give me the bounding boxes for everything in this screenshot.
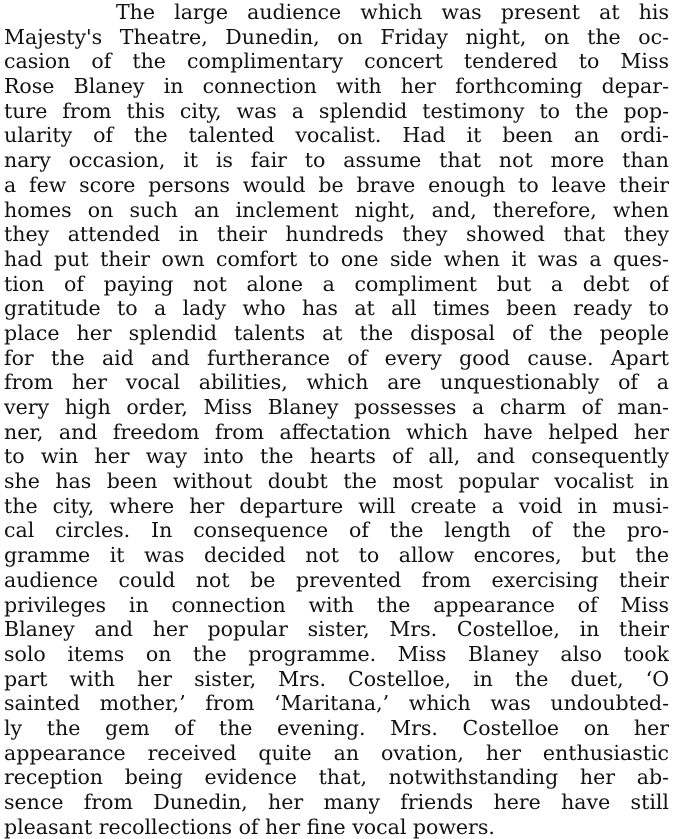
article-body bbox=[4, 0, 669, 839]
article-line: cal circles. In consequence of the length of the pro- bbox=[4, 518, 669, 543]
article-line: place her splendid talents at the disposal of the people bbox=[4, 320, 669, 345]
article-line: had put their own comfort to one side when it was a ques- bbox=[4, 246, 669, 271]
article-line: ularity of the talented vocalist. Had it been an ordi- bbox=[4, 123, 669, 148]
article-line: solo items on the programme. Miss Blaney also took bbox=[4, 641, 669, 666]
article-line: sainted mother,’ from ‘Maritana,’ which was undoubted- bbox=[4, 691, 669, 716]
article-line: reception being evidence that, notwithstanding her ab- bbox=[4, 765, 669, 790]
article-line: ture from this city, was a splendid testimony to the pop- bbox=[4, 98, 669, 123]
article-line: she has been without doubt the most popular vocalist in bbox=[4, 469, 669, 494]
article-line: they attended in their hundreds they showed that they bbox=[4, 222, 669, 247]
article-line: nary occasion, it is fair to assume that not more than bbox=[4, 148, 669, 173]
article-line: Rose Blaney in connection with her forthcoming depar- bbox=[4, 74, 669, 99]
article-line: Majesty's Theatre, Dunedin, on Friday night, on the oc- bbox=[4, 24, 669, 49]
article-line: gratitude to a lady who has at all times been ready to bbox=[4, 296, 669, 321]
article-line: homes on such an inclement night, and, therefore, when bbox=[4, 197, 669, 222]
article-line: very high order, Miss Blaney possesses a charm of man- bbox=[4, 395, 669, 419]
article-line: part with her sister, Mrs. Costelloe, in the duet, ‘O bbox=[4, 666, 669, 691]
article-line: appearance received quite an ovation, her enthusiastic bbox=[4, 740, 669, 765]
article-line: sence from Dunedin, her many friends here have still bbox=[4, 790, 669, 814]
article-line: pleasant recollections of her fine vocal powers. bbox=[4, 814, 495, 839]
article-line: gramme it was decided not to allow encores, but the bbox=[4, 543, 669, 568]
article-line: The large audience which was present at his bbox=[116, 0, 669, 24]
article-line: ner, and freedom from affectation which have helped her bbox=[4, 419, 669, 444]
article-line: from her vocal abilities, which are unquestionably of a bbox=[4, 370, 669, 395]
article-line: casion of the complimentary concert tendered to Miss bbox=[4, 49, 669, 74]
article-line: the city, where her departure will create a void in musi- bbox=[4, 493, 669, 518]
article-line: Blaney and her popular sister, Mrs. Costelloe, in their bbox=[4, 617, 669, 642]
article-line: tion of paying not alone a compliment but a debt of bbox=[4, 271, 669, 296]
article-line: for the aid and furtherance of every good cause. Apart bbox=[4, 345, 669, 370]
article-line: a few score persons would be brave enough to leave their bbox=[4, 172, 669, 197]
article-line: to win her way into the hearts of all, and consequently bbox=[4, 444, 669, 469]
article-line: audience could not be prevented from exercising their bbox=[4, 567, 669, 592]
article-line: ly the gem of the evening. Mrs. Costelloe on her bbox=[4, 715, 669, 740]
article-line: privileges in connection with the appearance of Miss bbox=[4, 592, 669, 617]
